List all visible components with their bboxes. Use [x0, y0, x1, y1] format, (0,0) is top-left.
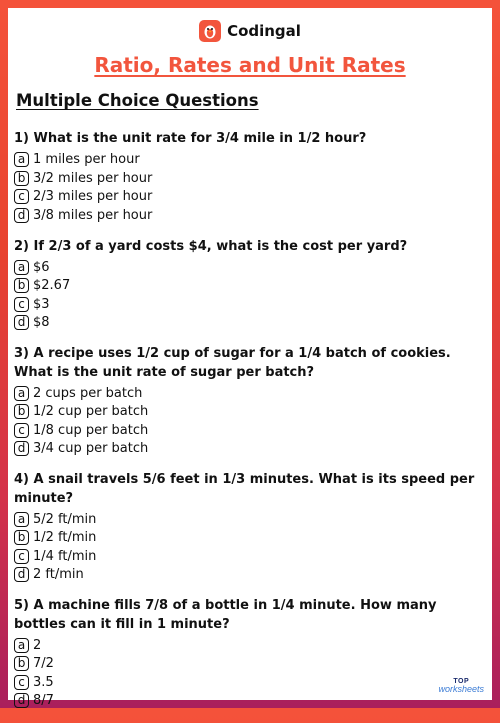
option-letter-box[interactable]: d: [14, 693, 29, 708]
option-text: 3/8 miles per hour: [33, 207, 153, 223]
question-list: [14, 130, 486, 723]
option-a[interactable]: [14, 151, 486, 170]
codingal-logo-icon: [199, 20, 221, 42]
option-letter-box[interactable]: b: [14, 656, 29, 671]
option-b[interactable]: [14, 169, 486, 188]
option-text: 2 ft/min: [33, 567, 84, 583]
question-1: [14, 130, 486, 225]
option-text: $2.67: [33, 278, 71, 294]
option-d[interactable]: [14, 440, 486, 459]
option-letter-box[interactable]: b: [14, 530, 29, 545]
option-text: 3/4 cup per batch: [33, 441, 149, 457]
option-b[interactable]: [14, 529, 486, 548]
option-text: 3.5: [33, 674, 54, 690]
question-text: 5) A machine fills 7/8 of a bottle in 1/4 minute. How many bottles can it fill in 1 minute?: [14, 598, 437, 632]
footer-logo-top: TOP: [453, 678, 470, 685]
page-title: Ratio, Rates and Unit Rates: [94, 53, 406, 77]
option-letter-box[interactable]: d: [14, 567, 29, 582]
option-text: 2: [33, 637, 42, 653]
option-text: 1 miles per hour: [33, 152, 140, 168]
option-c[interactable]: [14, 188, 486, 207]
option-c[interactable]: [14, 673, 486, 692]
option-text: 7/2: [33, 656, 54, 672]
option-letter-box[interactable]: c: [14, 297, 29, 312]
option-letter-box[interactable]: a: [14, 386, 29, 401]
footer-logo-worksheets: worksheets: [438, 684, 484, 694]
option-text: 3/2 miles per hour: [33, 170, 153, 186]
option-letter-box[interactable]: b: [14, 404, 29, 419]
option-letter-box[interactable]: c: [14, 423, 29, 438]
question-4: [14, 471, 486, 584]
option-letter-box[interactable]: d: [14, 208, 29, 223]
option-text: $8: [33, 315, 50, 331]
option-letter-box[interactable]: d: [14, 441, 29, 456]
option-letter-box[interactable]: a: [14, 638, 29, 653]
question-5: [14, 597, 486, 710]
question-text: 4) A snail travels 5/6 feet in 1/3 minutes. What is its speed per minute?: [14, 472, 475, 506]
option-text: 1/2 cup per batch: [33, 404, 149, 420]
option-a[interactable]: [14, 384, 486, 403]
option-a[interactable]: [14, 636, 486, 655]
option-a[interactable]: [14, 258, 486, 277]
option-text: 8/7: [33, 693, 54, 709]
worksheet-page: [8, 8, 492, 709]
question-2: [14, 238, 486, 333]
option-text: $3: [33, 296, 50, 312]
option-letter-box[interactable]: c: [14, 189, 29, 204]
option-letter-box[interactable]: a: [14, 152, 29, 167]
question-text: 1) What is the unit rate for 3/4 mile in 1/2 hour?: [14, 131, 367, 146]
option-text: 1/8 cup per batch: [33, 422, 149, 438]
option-letter-box[interactable]: c: [14, 675, 29, 690]
option-text: 2 cups per batch: [33, 385, 143, 401]
option-b[interactable]: [14, 277, 486, 296]
question-3: [14, 345, 486, 458]
brand-name: Codingal: [227, 22, 301, 40]
option-text: 1/4 ft/min: [33, 548, 97, 564]
question-text: 2) If 2/3 of a yard costs $4, what is the cost per yard?: [14, 238, 408, 254]
option-letter-box[interactable]: c: [14, 549, 29, 564]
option-c[interactable]: [14, 421, 486, 440]
option-letter-box[interactable]: b: [14, 278, 29, 293]
option-d[interactable]: [14, 692, 486, 711]
option-d[interactable]: [14, 566, 486, 585]
option-text: 2/3 miles per hour: [33, 189, 153, 205]
option-letter-box[interactable]: a: [14, 260, 29, 275]
option-text: 1/2 ft/min: [33, 530, 97, 546]
option-a[interactable]: [14, 510, 486, 529]
option-text: 5/2 ft/min: [33, 511, 97, 527]
option-b[interactable]: [14, 655, 486, 674]
option-d[interactable]: [14, 206, 486, 225]
brand-header: [8, 20, 492, 42]
option-d[interactable]: [14, 314, 486, 333]
option-letter-box[interactable]: a: [14, 512, 29, 527]
option-text: $6: [33, 259, 50, 275]
option-c[interactable]: [14, 295, 486, 314]
option-letter-box[interactable]: b: [14, 171, 29, 186]
option-b[interactable]: [14, 403, 486, 422]
section-heading: Multiple Choice Questions: [16, 91, 259, 110]
option-c[interactable]: [14, 547, 486, 566]
topworksheets-logo: [438, 678, 484, 694]
option-letter-box[interactable]: d: [14, 315, 29, 330]
question-text: 3) A recipe uses 1/2 cup of sugar for a 1/4 batch of cookies. What is the unit rate of sugar per batch?: [14, 346, 451, 380]
